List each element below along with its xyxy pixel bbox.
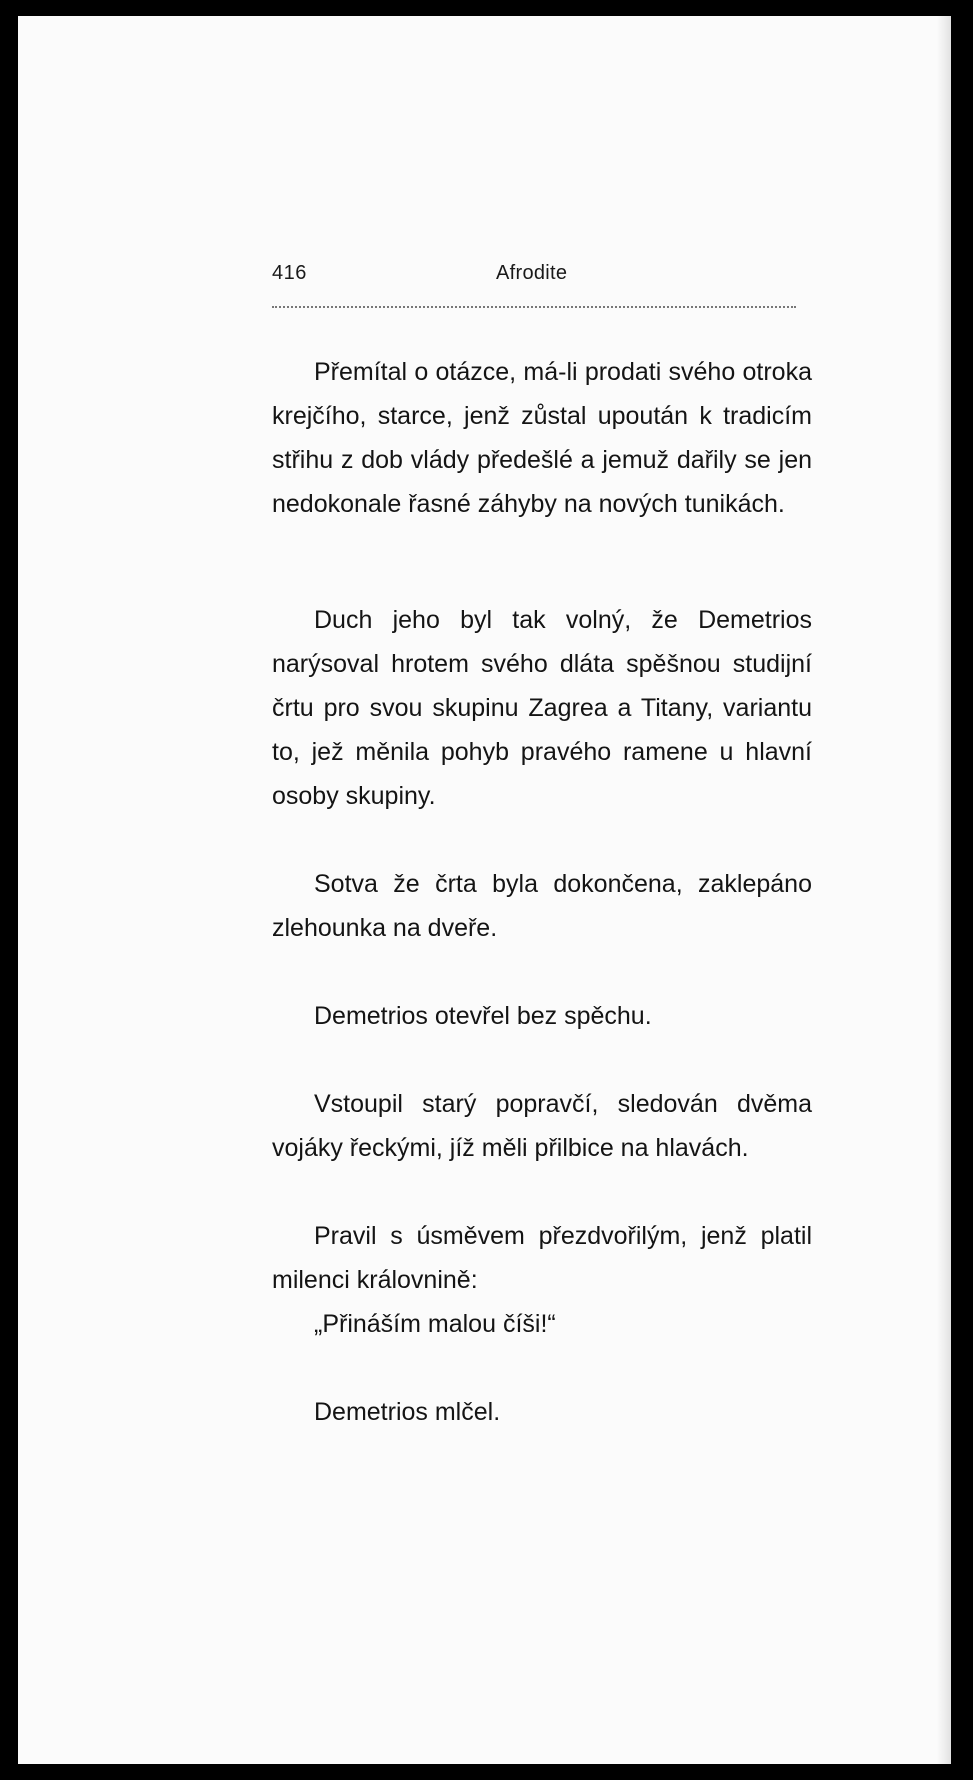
running-title: Afrodite xyxy=(496,262,568,284)
paragraph: Pravil s úsměvem přezdvořilým, jenž platil milenci královnině: xyxy=(272,1222,812,1294)
paragraph: Demetrios mlčel. xyxy=(314,1398,501,1426)
paragraph: Vstoupil starý popravčí, sledován dvěma vojáky řeckými, jíž měli přilbice na hlavách. xyxy=(272,1090,812,1162)
paragraph: Sotva že črta byla dokončena, zaklepáno zlehounka na dveře. xyxy=(272,870,812,942)
paragraph: Duch jeho byl tak volný, že Demetrios narýsoval hrotem svého dláta spěšnou studijní črtu pro svou skupinu Zagrea a Titany, variantu to, jež měnila pohyb pravého ramene u hlavní osoby skupiny. xyxy=(272,606,812,810)
page-edge-shadow xyxy=(937,16,951,1764)
page-number: 416 xyxy=(272,262,307,284)
header-divider xyxy=(272,306,796,308)
page-header xyxy=(272,262,812,292)
paragraph: „Přináším malou číši!“ xyxy=(314,1310,556,1338)
body-text xyxy=(272,350,812,1434)
paragraph: Demetrios otevřel bez spěchu. xyxy=(314,1002,652,1030)
paragraph: Přemítal o otázce, má-li prodati svého otroka krejčího, starce, jenž zůstal upoután k tradicím střihu z dob vlády předešlé a jemuž dařily se jen nedokonale řasné záhyby na nových tunikách. xyxy=(272,358,812,518)
